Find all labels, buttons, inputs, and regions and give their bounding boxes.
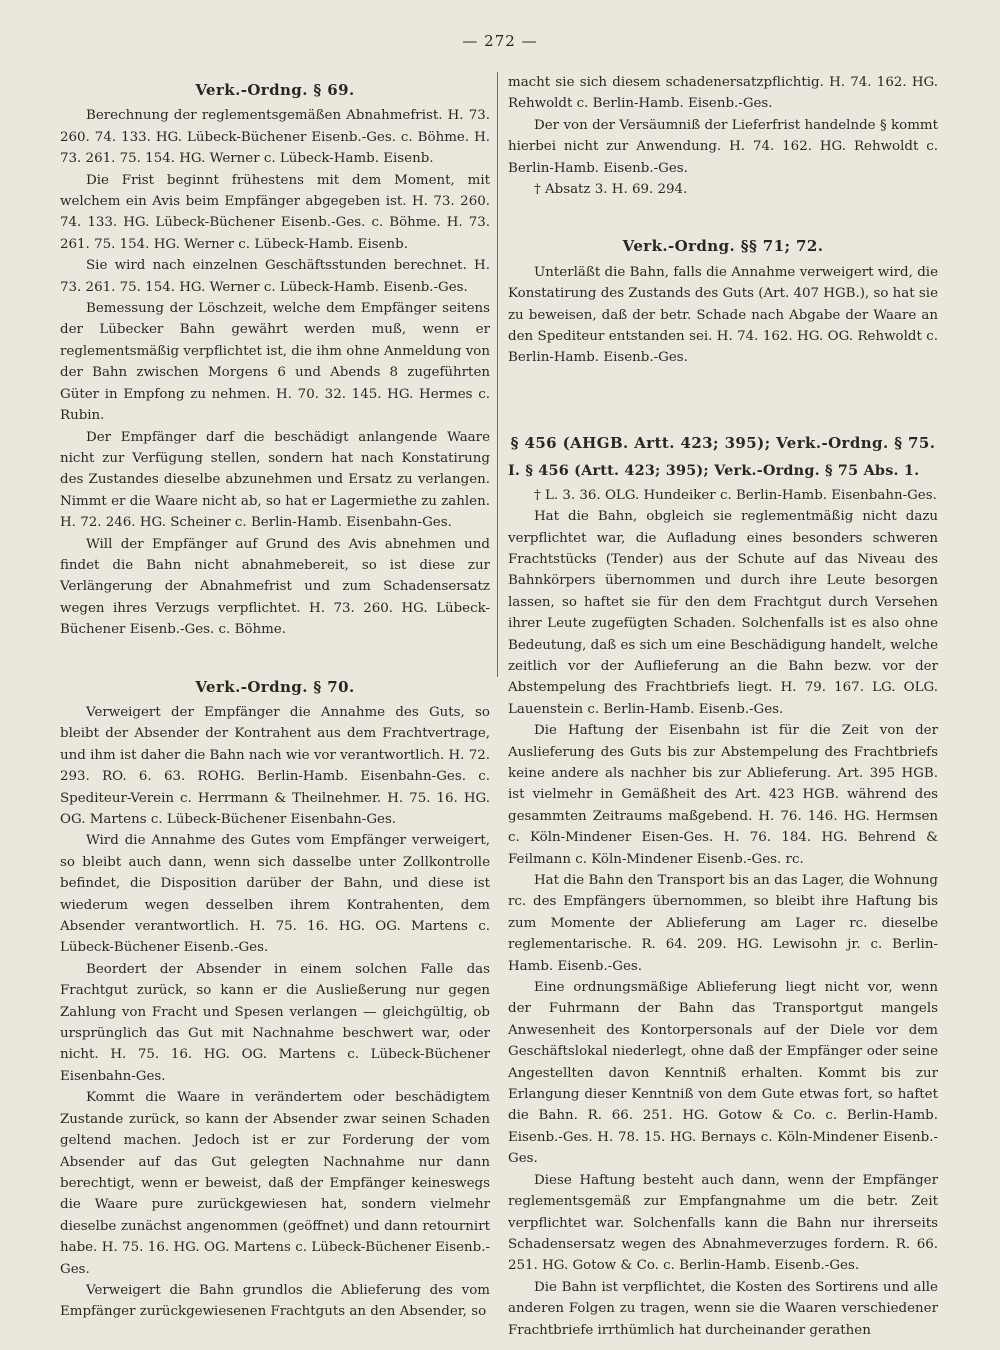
paragraph: Der Empfänger darf die beschädigt anlangende Waare nicht zur Verfügung stellen, sondern hat nach Konstatirung des Zustandes dieselbe abzunehmen und Ersatz zu verlangen. Nimmt er die Waare nicht ab, so hat er Lagermiethe zu zahlen. H. 72. 246. HG. Scheiner c. Berlin-Hamb. Eisenbahn-Ges. — [60, 429, 490, 531]
section-heading-456: § 456 (AHGB. Artt. 423; 395); Verk.-Ordng. § 75. — [510, 433, 936, 452]
paragraph: Eine ordnungsmäßige Ablieferung liegt nicht vor, wenn der Fuhrmann der Bahn das Transportgut mangels Anwesenheit des Kontorpersonals auf der Diele vor dem Geschäftslokal niederlegt, ohne daß der Empfänger oder seine Angestellten davon Kenntniß erhalten. Kommt bis zur Erlangung dieser Kenntniß von dem Gute etwas fort, so haftet die Bahn. R. 66. 251. HG. Gotow & Co. c. Berlin-Hamb. Eisenb.-Ges. H. 78. 15. HG. Bernays c. Köln-Mindener Eisenb.-Ges. — [508, 980, 938, 1167]
paragraph: Unterläßt die Bahn, falls die Annahme verweigert wird, die Konstatirung des Zustands des Guts (Art. 407 HGB.), so hat sie zu beweisen, daß der betr. Schade nach Abgabe der Waare an den Spediteur entstanden sei. H. 74. 162. HG. OG. Rehwoldt c. Berlin-Hamb. Eisenb.-Ges. — [508, 264, 939, 366]
paragraph: Die Bahn ist verpflichtet, die Kosten des Sortirens und alle anderen Folgen zu tragen, wenn sie die Waaren verschiedener Frachtbriefe irrthümlich hat durcheinander gerathen — [508, 1279, 938, 1338]
subsection-heading: I. § 456 (Artt. 423; 395); Verk.-Ordng. § 75 Abs. 1. — [508, 462, 920, 480]
column-divider — [497, 72, 498, 677]
paragraph: Diese Haftung besteht auch dann, wenn der Empfänger reglementsgemäß zur Empfangnahme um die betr. Zeit verpflichtet war. Solchenfalls kann die Bahn nur ihrerseits Schadensersatz wegen des Abnahmeverzuges fordern. R. 66. 251. HG. Gotow & Co. c. Berlin-Hamb. Eisenb.-Ges. — [508, 1172, 938, 1274]
section-heading-71-72: Verk.-Ordng. §§ 71; 72. — [622, 237, 824, 256]
paragraph: Hat die Bahn den Transport bis an das Lager, die Wohnung rc. des Empfängers übernommen, so bleibt ihre Haftung bis zum Momente der Ablieferung am Lager rc. dieselbe reglementarische. R. 64. 209. HG. Lewisohn jr. c. Berlin-Hamb. Eisenb.-Ges. — [508, 873, 938, 974]
paragraph: Die Haftung der Eisenbahn ist für die Zeit von der Auslieferung des Guts bis zur Abstempelung des Frachtbriefs keine andere als nachher bis zur Ablieferung. Art. 395 HGB. ist vielmehr in Gemäßheit des Art. 423 HGB. während des gesammten Zeitraums maßgebend. H. 76. 146. HG. Hermsen c. Köln-Mindener Eisen-Ges. H. 76. 184. HG. Behrend & Feilmann c. Köln-Mindener Eisenb.-Ges. rc. — [508, 723, 938, 867]
paragraph: Die Frist beginnt frühestens mit dem Moment, mit welchem ein Avis beim Empfänger abgegeben ist. H. 73. 260. 74. 133. HG. Lübeck-Büchener Eisenb.-Ges. c. Böhme. H. 73. 261. 75. 154. HG. Werner c. Lübeck-Hamb. Eisenb. — [60, 172, 490, 252]
paragraph: Wird die Annahme des Gutes vom Empfänger verweigert, so bleibt auch dann, wenn sich dasselbe unter Zollkontrolle befindet, die Disposition darüber der Bahn, und diese ist wiederum wegen desselben ihrem Kontrahenten, dem Absender verantwortlich. H. 75. 16. HG. OG. Martens c. Lübeck-Büchener Eisenb.-Ges. — [60, 833, 490, 956]
footnote-reference: † Absatz 3. H. 69. 294. — [534, 182, 688, 198]
paragraph: Bemessung der Löschzeit, welche dem Empfänger seitens der Lübecker Bahn gewährt werden muß, wenn er reglementsmäßig verpflichtet ist, die ihm ohne Anmeldung von der Bahn zwischen Morgens 6 und Abends 8 zugeführten Güter in Empfong zu nehmen. H. 70. 32. 145. HG. Hermes c. Rubin. — [60, 301, 490, 424]
paragraph: Sie wird nach einzelnen Geschäftsstunden berechnet. H. 73. 261. 75. 154. HG. Werner c. Lübeck-Hamb. Eisenb.-Ges. — [60, 258, 490, 295]
paragraph: Berechnung der reglementsgemäßen Abnahmefrist. H. 73. 260. 74. 133. HG. Lübeck-Büchener Eisenb.-Ges. c. Böhme. H. 73. 261. 75. 154. HG. Werner c. Lübeck-Hamb. Eisenb. — [60, 108, 490, 167]
paragraph: Kommt die Waare in verändertem oder beschädigtem Zustande zurück, so kann der Absender zwar seinen Schaden geltend machen. Jedoch ist er zur Forderung der vom Absender auf das Gut gelegten Nachnahme nur dann berechtigt, wenn er beweist, daß der Empfänger keineswegs die Waare pure zurückgewiesen hat, sondern vielmehr dieselbe zunächst angenommen (geöffnet) und dann retournirt habe. H. 75. 16. HG. OG. Martens c. Lübeck-Büchener Eisenb.-Ges. — [60, 1090, 490, 1277]
page-number: — 272 — — [462, 32, 538, 50]
paragraph: Beordert der Absender in einem solchen Falle das Frachtgut zurück, so kann er die Ausließerung nur gegen Zahlung von Fracht und Spesen verlangen — gleichgültig, ob ursprünglich das Gut mit Nachnahme beschwert war, oder nicht. H. 75. 16. HG. OG. Martens c. Lübeck-Büchener Eisenbahn-Ges. — [60, 961, 490, 1084]
left-column — [60, 72, 490, 1323]
paragraph: macht sie sich diesem schadenersatzpflichtig. H. 74. 162. HG. Rehwoldt c. Berlin-Hamb. Eisenb.-Ges. — [508, 75, 938, 112]
paragraph: Verweigert der Empfänger die Annahme des Guts, so bleibt der Absender der Kontrahent aus dem Frachtvertrage, und ihm ist daher die Bahn nach wie vor verantwortlich. H. 72. 293. RO. 6. 63. ROHG. Berlin-Hamb. Eisenbahn-Ges. c. Spediteur-Verein c. Herrmann & Theilnehmer. H. 75. 16. HG. OG. Martens c. Lübeck-Büchener Eisenbahn-Ges. — [60, 704, 490, 827]
paragraph: Der von der Versäumniß der Lieferfrist handelnde § kommt hierbei nicht zur Anwendung. H. 74. 162. HG. Rehwoldt c. Berlin-Hamb. Eisenb.-Ges. — [508, 117, 938, 176]
section-heading-69: Verk.-Ordng. § 69. — [195, 81, 355, 99]
paragraph: Hat die Bahn, obgleich sie reglementmäßig nicht dazu verpflichtet war, die Aufladung eines besonders schweren Frachtstücks (Tender) aus der Schute auf das Niveau des Bahnkörpers übernommen und durch ihre Leute besorgen lassen, so haftet sie für den dem Frachtgut durch Versehen ihrer Leute zugefügten Schaden. Solchenfalls ist es also ohne Bedeutung, daß es sich um eine Beschädigung handelt, welche zeitlich vor der Auflieferung an die Bahn bezw. vor der Abstempelung des Frachtbriefs liegt. H. 79. 167. LG. OLG. Lauenstein c. Berlin-Hamb. Eisenb.-Ges. — [508, 509, 938, 717]
paragraph: Will der Empfänger auf Grund des Avis abnehmen und findet die Bahn nicht abnahmebereit, so ist diese zur Verlängerung der Abnahmefrist und zum Schadensersatz wegen ihres Verzugs verpflichtet. H. 73. 260. HG. Lübeck-Büchener Eisenb.-Ges. c. Böhme. — [60, 536, 490, 638]
paragraph: Verweigert die Bahn grundlos die Ablieferung des vom Empfänger zurückgewiesenen Frachtguts an den Absender, so — [60, 1282, 490, 1320]
section-heading-70: Verk.-Ordng. § 70. — [195, 677, 355, 696]
right-column — [508, 72, 938, 1341]
paragraph: † L. 3. 36. OLG. Hundeiker c. Berlin-Hamb. Eisenbahn-Ges. — [534, 487, 937, 503]
